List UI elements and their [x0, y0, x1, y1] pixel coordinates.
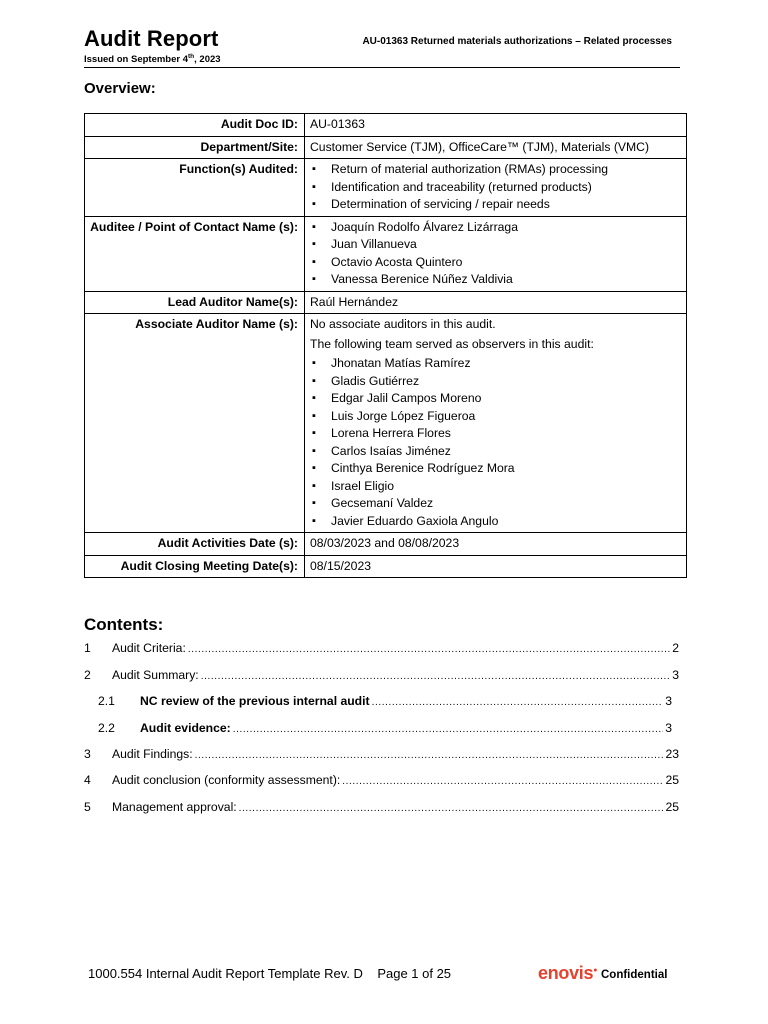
toc-page: 3 [672, 668, 679, 682]
toc-leader [201, 668, 671, 682]
table-row [85, 114, 687, 137]
table-row [85, 216, 687, 291]
toc-entry-nc-review[interactable] [84, 694, 679, 714]
toc-entry-audit-summary[interactable] [84, 668, 679, 688]
list-item: ▪ Israel Eligio [310, 478, 680, 496]
toc-page: 2 [672, 641, 679, 655]
issued-date: Issued on September 4th, 2023 [84, 53, 221, 66]
table-row [85, 291, 687, 314]
toc-text: Audit Summary: [112, 668, 199, 682]
row-label: Associate Auditor Name (s): [85, 314, 305, 533]
toc-number: 1 [84, 641, 91, 655]
list-item: ▪ Luis Jorge López Figueroa [310, 408, 680, 426]
list-item: ▪ Return of material authorization (RMAs) processing [310, 161, 680, 179]
list-item: ▪ Gladis Gutiérrez [310, 373, 680, 391]
toc-entry-management-approval[interactable] [84, 800, 679, 820]
activities-date: 08/03/2023 and 08/08/2023 [305, 533, 687, 556]
row-label: Lead Auditor Name(s): [85, 291, 305, 314]
enovis-logo: enovis● [538, 963, 598, 983]
list-item: ▪ Edgar Jalil Campos Moreno [310, 390, 680, 408]
toc-text: NC review of the previous internal audit [140, 694, 370, 708]
list-item: ▪ Carlos Isaías Jiménez [310, 443, 680, 461]
toc-page: 3 [665, 721, 672, 735]
toc-entry-audit-findings[interactable] [84, 747, 679, 767]
toc-number: 2.1 [98, 694, 115, 708]
list-item: ▪ Cinthya Berenice Rodríguez Mora [310, 460, 680, 478]
toc-leader [372, 694, 664, 708]
row-label: Auditee / Point of Contact Name (s): [85, 216, 305, 291]
toc-page: 25 [665, 773, 679, 787]
table-row [85, 555, 687, 578]
row-label: Function(s) Audited: [85, 159, 305, 217]
list-item: ▪ Javier Eduardo Gaxiola Angulo [310, 513, 680, 531]
toc-number: 3 [84, 747, 91, 761]
template-reference: 1000.554 Internal Audit Report Template Rev. D [88, 966, 363, 981]
overview-table [84, 113, 687, 578]
list-item: ▪ Jhonatan Matías Ramírez [310, 355, 680, 373]
table-row [85, 314, 687, 533]
toc-text: Audit conclusion (conformity assessment): [112, 773, 341, 787]
audit-doc-id: AU-01363 [305, 114, 687, 137]
page-number: Page 1 of 25 [377, 966, 452, 981]
list-item: ▪ Determination of servicing / repair needs [310, 196, 680, 214]
toc-entry-audit-conclusion[interactable] [84, 773, 679, 793]
toc-leader [342, 773, 663, 787]
list-item: ▪ Identification and traceability (returned products) [310, 179, 680, 197]
list-item: ▪ Juan Villanueva [310, 236, 680, 254]
toc-page: 3 [665, 694, 672, 708]
toc-text: Audit Criteria: [112, 641, 186, 655]
toc-number: 2 [84, 668, 91, 682]
table-row [85, 136, 687, 159]
list-item: ▪ Gecsemaní Valdez [310, 495, 680, 513]
toc-text: Management approval: [112, 800, 237, 814]
list-item: ▪ Octavio Acosta Quintero [310, 254, 680, 272]
report-title: Audit Report [84, 26, 219, 51]
toc-leader [233, 721, 663, 735]
page-footer [88, 966, 451, 981]
row-label: Audit Closing Meeting Date(s): [85, 555, 305, 578]
toc-leader [188, 641, 670, 655]
lead-auditor: Raúl Hernández [305, 291, 687, 314]
toc-page: 25 [665, 800, 679, 814]
contents-heading: Contents: [84, 615, 164, 634]
toc-entry-audit-criteria[interactable] [84, 641, 679, 661]
toc-text: Audit evidence: [140, 721, 231, 735]
list-item: ▪ Vanessa Berenice Núñez Valdivia [310, 271, 680, 289]
associate-note: No associate auditors in this audit. [310, 317, 496, 331]
overview-heading: Overview: [84, 80, 156, 97]
toc-number: 2.2 [98, 721, 115, 735]
row-label: Audit Doc ID: [85, 114, 305, 137]
toc-number: 5 [84, 800, 91, 814]
closing-meeting-date: 08/15/2023 [305, 555, 687, 578]
associate-auditors [305, 314, 687, 533]
toc-page: 23 [665, 747, 679, 761]
toc-text: Audit Findings: [112, 747, 193, 761]
toc-leader [195, 747, 664, 761]
department-site: Customer Service (TJM), OfficeCare™ (TJM), Materials (VMC) [305, 136, 687, 159]
row-label: Department/Site: [85, 136, 305, 159]
table-row [85, 159, 687, 217]
toc-leader [239, 800, 664, 814]
page-header [84, 26, 680, 68]
table-row [85, 533, 687, 556]
document-reference: AU-01363 Returned materials authorizations – Related processes [362, 36, 672, 47]
toc-entry-audit-evidence[interactable] [84, 721, 679, 741]
row-label: Audit Activities Date (s): [85, 533, 305, 556]
list-item: ▪ Lorena Herrera Flores [310, 425, 680, 443]
functions-audited [305, 159, 687, 217]
toc-number: 4 [84, 773, 91, 787]
confidential-label: Confidential [601, 969, 668, 981]
auditee-contacts [305, 216, 687, 291]
list-item: ▪ Joaquín Rodolfo Álvarez Lizárraga [310, 219, 680, 237]
observers-note: The following team served as observers in this audit: [310, 336, 594, 351]
